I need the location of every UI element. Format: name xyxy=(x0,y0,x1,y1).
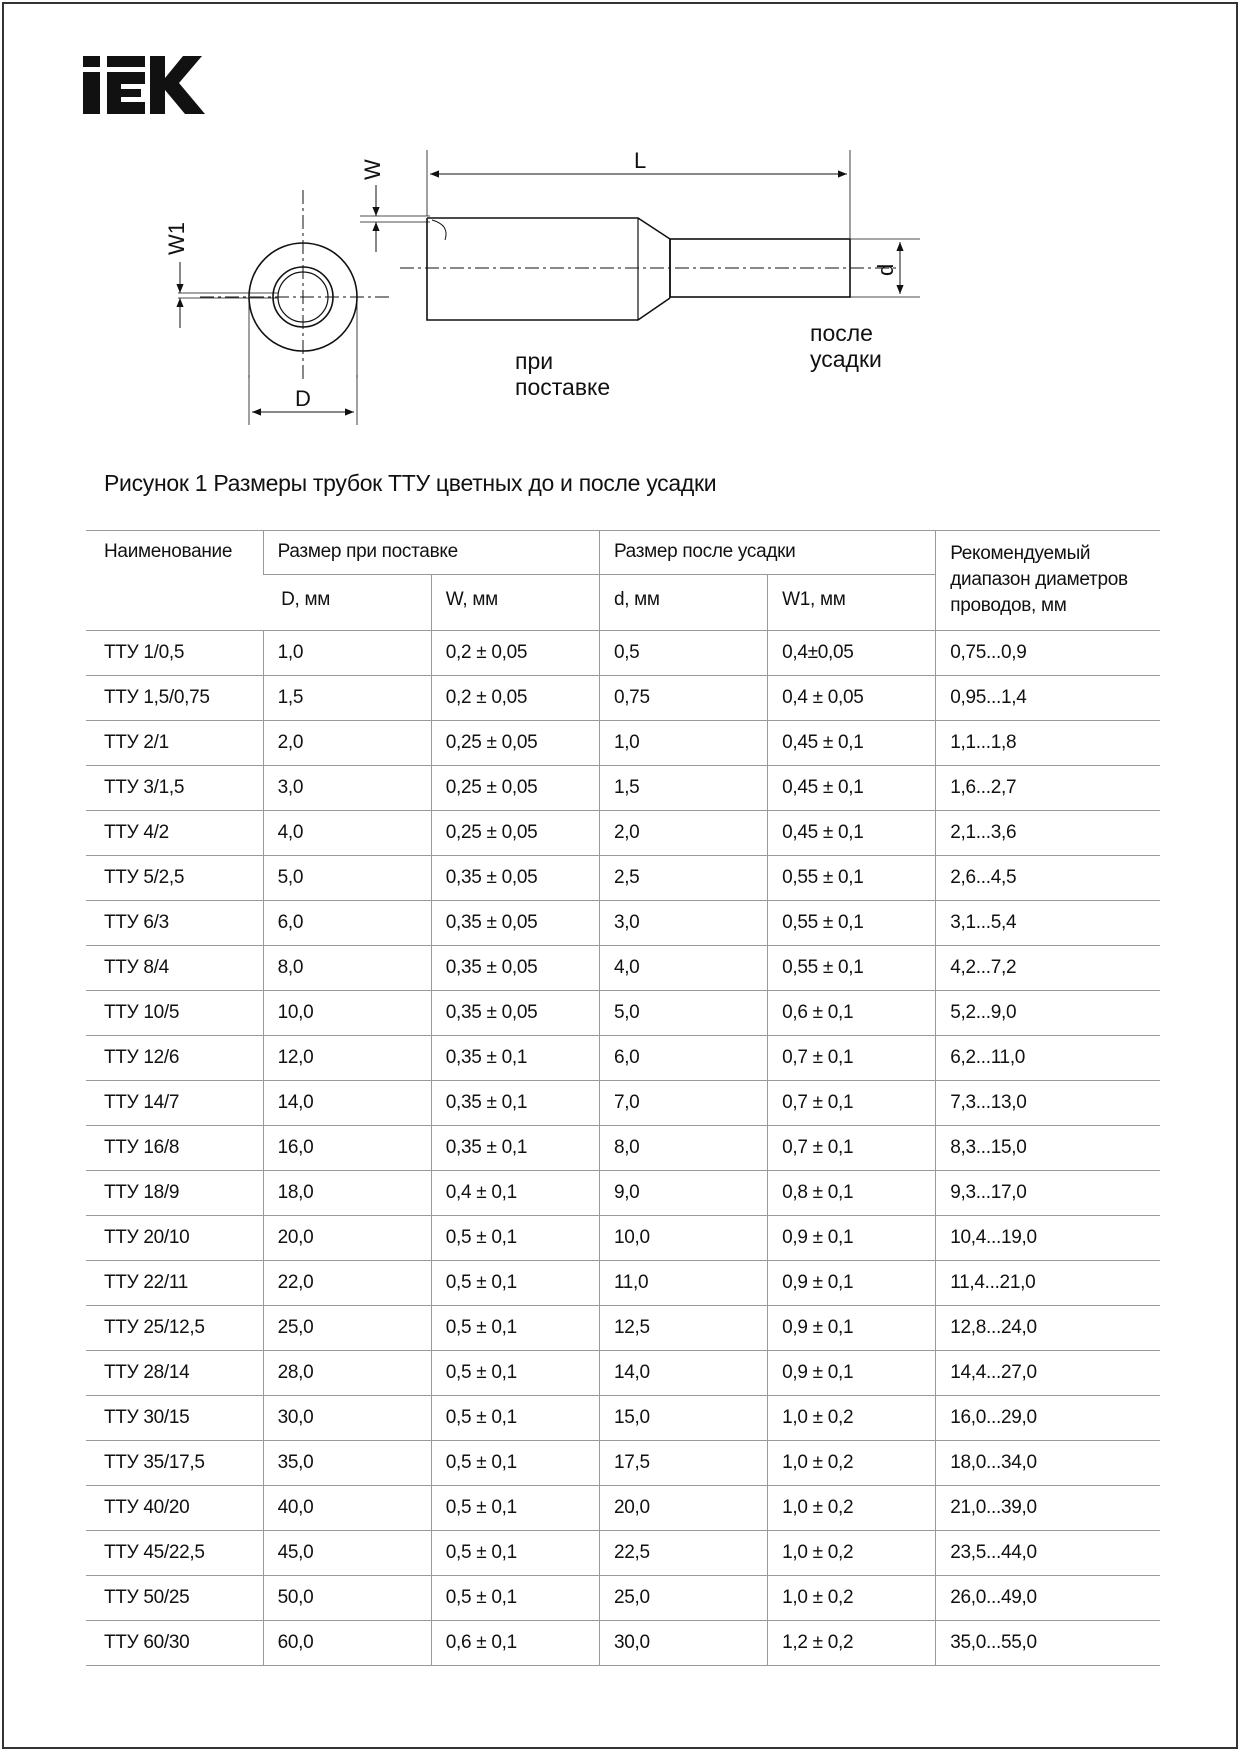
cell-recommended: 2,6...4,5 xyxy=(936,856,1160,901)
cell-supply-w: 0,25 ± 0,05 xyxy=(431,721,599,766)
cell-supply-d: 28,0 xyxy=(263,1351,431,1396)
cell-shrink-w1: 1,2 ± 0,2 xyxy=(768,1621,936,1666)
cell-shrink-w1: 0,7 ± 0,1 xyxy=(768,1126,936,1171)
cell-shrink-d: 0,75 xyxy=(599,676,767,721)
cell-supply-w: 0,2 ± 0,05 xyxy=(431,631,599,676)
table-row xyxy=(86,1441,1160,1486)
cell-supply-d: 14,0 xyxy=(263,1081,431,1126)
cell-shrink-w1: 0,4±0,05 xyxy=(768,631,936,676)
cell-shrink-d: 14,0 xyxy=(599,1351,767,1396)
cell-shrink-w1: 0,55 ± 0,1 xyxy=(768,901,936,946)
cell-recommended: 35,0...55,0 xyxy=(936,1621,1160,1666)
table-row xyxy=(86,1216,1160,1261)
cell-supply-w: 0,35 ± 0,05 xyxy=(431,991,599,1036)
cell-name: ТТУ 16/8 xyxy=(86,1126,263,1171)
header-supply-size: Размер при поставке xyxy=(263,531,599,575)
table-row xyxy=(86,856,1160,901)
cell-shrink-d: 6,0 xyxy=(599,1036,767,1081)
cell-shrink-w1: 0,6 ± 0,1 xyxy=(768,991,936,1036)
cell-name: ТТУ 18/9 xyxy=(86,1171,263,1216)
cell-supply-d: 8,0 xyxy=(263,946,431,991)
cell-supply-w: 0,5 ± 0,1 xyxy=(431,1531,599,1576)
cell-supply-w: 0,35 ± 0,1 xyxy=(431,1036,599,1081)
label-supply-1: при xyxy=(515,348,554,374)
cell-shrink-d: 11,0 xyxy=(599,1261,767,1306)
cell-name: ТТУ 22/11 xyxy=(86,1261,263,1306)
cell-shrink-d: 20,0 xyxy=(599,1486,767,1531)
cell-supply-w: 0,5 ± 0,1 xyxy=(431,1216,599,1261)
cell-shrink-d: 3,0 xyxy=(599,901,767,946)
cell-name: ТТУ 20/10 xyxy=(86,1216,263,1261)
cell-name: ТТУ 25/12,5 xyxy=(86,1306,263,1351)
table-row xyxy=(86,1351,1160,1396)
table-row xyxy=(86,631,1160,676)
cell-supply-w: 0,5 ± 0,1 xyxy=(431,1486,599,1531)
cell-supply-d: 5,0 xyxy=(263,856,431,901)
cell-recommended: 3,1...5,4 xyxy=(936,901,1160,946)
cell-shrink-w1: 0,55 ± 0,1 xyxy=(768,856,936,901)
cell-supply-w: 0,5 ± 0,1 xyxy=(431,1306,599,1351)
cell-supply-d: 18,0 xyxy=(263,1171,431,1216)
cell-shrink-w1: 1,0 ± 0,2 xyxy=(768,1531,936,1576)
cell-recommended: 6,2...11,0 xyxy=(936,1036,1160,1081)
cell-supply-d: 45,0 xyxy=(263,1531,431,1576)
cell-shrink-d: 22,5 xyxy=(599,1531,767,1576)
table-row xyxy=(86,901,1160,946)
cell-recommended: 18,0...34,0 xyxy=(936,1441,1160,1486)
cell-shrink-w1: 0,7 ± 0,1 xyxy=(768,1081,936,1126)
cell-shrink-d: 0,5 xyxy=(599,631,767,676)
label-d-outer: D xyxy=(295,386,311,411)
header-w1: W1, мм xyxy=(768,575,936,631)
cell-recommended: 23,5...44,0 xyxy=(936,1531,1160,1576)
table-row xyxy=(86,1126,1160,1171)
cell-name: ТТУ 4/2 xyxy=(86,811,263,856)
cell-supply-d: 30,0 xyxy=(263,1396,431,1441)
cell-shrink-w1: 0,55 ± 0,1 xyxy=(768,946,936,991)
table-body xyxy=(86,631,1160,1666)
table-row xyxy=(86,1171,1160,1216)
cross-section xyxy=(178,190,390,425)
table-row xyxy=(86,1036,1160,1081)
cell-shrink-w1: 0,7 ± 0,1 xyxy=(768,1036,936,1081)
cell-recommended: 21,0...39,0 xyxy=(936,1486,1160,1531)
header-w: W, мм xyxy=(431,575,599,631)
cell-recommended: 8,3...15,0 xyxy=(936,1126,1160,1171)
tube-dimension-drawing xyxy=(160,150,1040,450)
dimensions-table xyxy=(86,530,1160,1666)
cell-recommended: 1,6...2,7 xyxy=(936,766,1160,811)
cell-name: ТТУ 28/14 xyxy=(86,1351,263,1396)
cell-supply-w: 0,35 ± 0,1 xyxy=(431,1126,599,1171)
cell-recommended: 26,0...49,0 xyxy=(936,1576,1160,1621)
cell-supply-d: 6,0 xyxy=(263,901,431,946)
label-shrink-2: усадки xyxy=(810,346,882,372)
cell-name: ТТУ 60/30 xyxy=(86,1621,263,1666)
cell-supply-d: 10,0 xyxy=(263,991,431,1036)
table-row xyxy=(86,1621,1160,1666)
cell-shrink-d: 12,5 xyxy=(599,1306,767,1351)
cell-supply-d: 4,0 xyxy=(263,811,431,856)
cell-supply-w: 0,5 ± 0,1 xyxy=(431,1441,599,1486)
cell-supply-w: 0,5 ± 0,1 xyxy=(431,1351,599,1396)
table-row xyxy=(86,1396,1160,1441)
label-w: W xyxy=(360,159,385,180)
cell-shrink-w1: 0,45 ± 0,1 xyxy=(768,766,936,811)
cell-shrink-w1: 0,9 ± 0,1 xyxy=(768,1306,936,1351)
table-row xyxy=(86,1306,1160,1351)
cell-supply-d: 16,0 xyxy=(263,1126,431,1171)
cell-supply-d: 22,0 xyxy=(263,1261,431,1306)
cell-shrink-d: 2,0 xyxy=(599,811,767,856)
cell-supply-d: 12,0 xyxy=(263,1036,431,1081)
cell-shrink-w1: 0,4 ± 0,05 xyxy=(768,676,936,721)
label-d-inner: d xyxy=(873,263,898,276)
cell-shrink-w1: 1,0 ± 0,2 xyxy=(768,1486,936,1531)
cell-recommended: 16,0...29,0 xyxy=(936,1396,1160,1441)
cell-recommended: 11,4...21,0 xyxy=(936,1261,1160,1306)
cell-recommended: 0,95...1,4 xyxy=(936,676,1160,721)
cell-name: ТТУ 12/6 xyxy=(86,1036,263,1081)
table-row xyxy=(86,991,1160,1036)
cell-shrink-w1: 1,0 ± 0,2 xyxy=(768,1396,936,1441)
cell-name: ТТУ 35/17,5 xyxy=(86,1441,263,1486)
header-d-inner: d, мм xyxy=(599,575,767,631)
table-row xyxy=(86,1576,1160,1621)
header-recommended-range: Рекомендуемый диапазон диаметров проводов, мм xyxy=(936,531,1160,631)
cell-shrink-d: 30,0 xyxy=(599,1621,767,1666)
cell-supply-d: 35,0 xyxy=(263,1441,431,1486)
cell-shrink-d: 8,0 xyxy=(599,1126,767,1171)
cell-supply-d: 50,0 xyxy=(263,1576,431,1621)
cell-name: ТТУ 50/25 xyxy=(86,1576,263,1621)
cell-name: ТТУ 1/0,5 xyxy=(86,631,263,676)
cell-shrink-d: 7,0 xyxy=(599,1081,767,1126)
cell-name: ТТУ 10/5 xyxy=(86,991,263,1036)
cell-name: ТТУ 40/20 xyxy=(86,1486,263,1531)
table-row xyxy=(86,1261,1160,1306)
cell-shrink-d: 25,0 xyxy=(599,1576,767,1621)
cell-shrink-w1: 0,9 ± 0,1 xyxy=(768,1351,936,1396)
cell-name: ТТУ 14/7 xyxy=(86,1081,263,1126)
cell-shrink-w1: 0,9 ± 0,1 xyxy=(768,1261,936,1306)
cell-shrink-d: 4,0 xyxy=(599,946,767,991)
cell-shrink-d: 5,0 xyxy=(599,991,767,1036)
side-view xyxy=(360,150,920,320)
label-l: L xyxy=(634,150,647,173)
table-row xyxy=(86,1081,1160,1126)
cell-shrink-d: 10,0 xyxy=(599,1216,767,1261)
cell-supply-d: 60,0 xyxy=(263,1621,431,1666)
cell-shrink-w1: 0,8 ± 0,1 xyxy=(768,1171,936,1216)
header-shrink-size: Размер после усадки xyxy=(599,531,935,575)
header-name: Наименование xyxy=(86,531,263,631)
cell-shrink-w1: 1,0 ± 0,2 xyxy=(768,1576,936,1621)
cell-supply-w: 0,5 ± 0,1 xyxy=(431,1261,599,1306)
table-row xyxy=(86,766,1160,811)
iek-logo xyxy=(83,56,205,114)
cell-name: ТТУ 45/22,5 xyxy=(86,1531,263,1576)
cell-shrink-d: 2,5 xyxy=(599,856,767,901)
cell-supply-d: 1,0 xyxy=(263,631,431,676)
cell-supply-w: 0,25 ± 0,05 xyxy=(431,766,599,811)
cell-supply-w: 0,35 ± 0,05 xyxy=(431,946,599,991)
table-row xyxy=(86,676,1160,721)
cell-recommended: 1,1...1,8 xyxy=(936,721,1160,766)
table-row xyxy=(86,946,1160,991)
label-shrink-1: после xyxy=(810,320,873,346)
cell-name: ТТУ 30/15 xyxy=(86,1396,263,1441)
table-row xyxy=(86,721,1160,766)
cell-recommended: 7,3...13,0 xyxy=(936,1081,1160,1126)
cell-recommended: 14,4...27,0 xyxy=(936,1351,1160,1396)
cell-shrink-d: 1,5 xyxy=(599,766,767,811)
cell-recommended: 2,1...3,6 xyxy=(936,811,1160,856)
cell-name: ТТУ 1,5/0,75 xyxy=(86,676,263,721)
cell-supply-w: 0,35 ± 0,05 xyxy=(431,901,599,946)
cell-shrink-d: 1,0 xyxy=(599,721,767,766)
cell-supply-d: 25,0 xyxy=(263,1306,431,1351)
cell-supply-d: 2,0 xyxy=(263,721,431,766)
cell-supply-w: 0,5 ± 0,1 xyxy=(431,1576,599,1621)
cell-recommended: 4,2...7,2 xyxy=(936,946,1160,991)
cell-name: ТТУ 2/1 xyxy=(86,721,263,766)
cell-supply-w: 0,35 ± 0,1 xyxy=(431,1081,599,1126)
table-row xyxy=(86,1486,1160,1531)
cell-recommended: 12,8...24,0 xyxy=(936,1306,1160,1351)
cell-shrink-w1: 0,45 ± 0,1 xyxy=(768,811,936,856)
table-row xyxy=(86,1531,1160,1576)
cell-supply-d: 20,0 xyxy=(263,1216,431,1261)
cell-recommended: 9,3...17,0 xyxy=(936,1171,1160,1216)
cell-supply-w: 0,6 ± 0,1 xyxy=(431,1621,599,1666)
cell-shrink-w1: 0,45 ± 0,1 xyxy=(768,721,936,766)
cell-supply-d: 40,0 xyxy=(263,1486,431,1531)
cell-recommended: 10,4...19,0 xyxy=(936,1216,1160,1261)
cell-shrink-d: 17,5 xyxy=(599,1441,767,1486)
figure-caption: Рисунок 1 Размеры трубок ТТУ цветных до и после усадки xyxy=(104,470,717,496)
table-row xyxy=(86,811,1160,856)
cell-supply-w: 0,25 ± 0,05 xyxy=(431,811,599,856)
cell-supply-w: 0,35 ± 0,05 xyxy=(431,856,599,901)
cell-name: ТТУ 6/3 xyxy=(86,901,263,946)
cell-shrink-w1: 1,0 ± 0,2 xyxy=(768,1441,936,1486)
header-d-outer: D, мм xyxy=(263,575,431,631)
label-supply-2: поставке xyxy=(515,374,611,400)
cell-name: ТТУ 3/1,5 xyxy=(86,766,263,811)
cell-name: ТТУ 5/2,5 xyxy=(86,856,263,901)
cell-supply-w: 0,5 ± 0,1 xyxy=(431,1396,599,1441)
cell-recommended: 5,2...9,0 xyxy=(936,991,1160,1036)
cell-supply-w: 0,2 ± 0,05 xyxy=(431,676,599,721)
cell-shrink-w1: 0,9 ± 0,1 xyxy=(768,1216,936,1261)
cell-supply-w: 0,4 ± 0,1 xyxy=(431,1171,599,1216)
cell-shrink-d: 15,0 xyxy=(599,1396,767,1441)
cell-supply-d: 1,5 xyxy=(263,676,431,721)
cell-recommended: 0,75...0,9 xyxy=(936,631,1160,676)
cell-shrink-d: 9,0 xyxy=(599,1171,767,1216)
label-w1: W1 xyxy=(164,222,189,255)
cell-name: ТТУ 8/4 xyxy=(86,946,263,991)
cell-supply-d: 3,0 xyxy=(263,766,431,811)
